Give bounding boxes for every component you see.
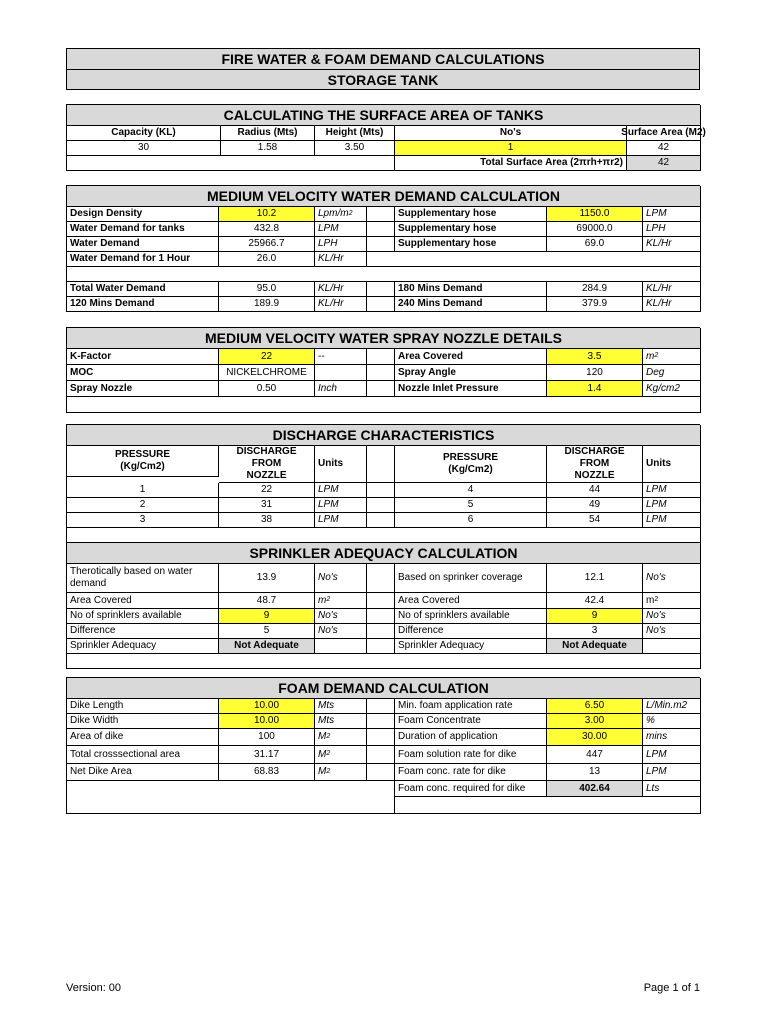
blank-cell	[67, 156, 395, 171]
spacer	[367, 237, 395, 252]
spacer	[367, 729, 395, 746]
difference-left-label: Difference	[67, 624, 219, 639]
spacer	[367, 282, 395, 297]
spray-nozzle-section	[66, 327, 700, 413]
water-demand-1h-unit: KL/Hr	[315, 252, 367, 267]
water-demand-1h-value: 26.0	[219, 252, 315, 267]
spacer	[367, 207, 395, 222]
discharge-header-right: DISCHARGE FROM NOZZLE	[547, 446, 643, 483]
foam-concentrate-unit: %	[643, 714, 701, 729]
foam-solution-rate-unit: LPM	[643, 746, 701, 764]
sprinklers-available-right-label: No of sprinklers available	[395, 609, 547, 624]
sprinkler-title: SPRINKLER ADEQUACY CALCULATION	[67, 543, 701, 564]
demand-240-label: 240 Mins Demand	[395, 297, 547, 312]
foam-conc-required-unit: Lts	[643, 781, 701, 797]
spacer	[367, 498, 395, 513]
design-density-label: Design Density	[67, 207, 219, 222]
total-water-demand-label: Total Water Demand	[67, 282, 219, 297]
height-value: 3.50	[315, 141, 395, 156]
supplementary-hose-unit: LPM	[643, 207, 701, 222]
table-cell: LPM	[315, 498, 367, 513]
col-header-surface-area: Surface Area (M2)	[627, 126, 701, 141]
coverage-label: Based on sprinker coverage	[395, 564, 547, 593]
report-header	[66, 48, 700, 90]
foam-demand-title: FOAM DEMAND CALCULATION	[67, 678, 701, 699]
spray-angle-label: Spray Angle	[395, 365, 547, 381]
spacer	[367, 222, 395, 237]
dike-length-unit: Mts	[315, 699, 367, 714]
difference-right-unit: No's	[643, 624, 701, 639]
water-demand-1h-label: Water Demand for 1 Hour	[67, 252, 219, 267]
table-cell: 38	[219, 513, 315, 528]
supplementary-hose-lph-label: Supplementary hose	[395, 222, 547, 237]
foam-conc-required-value: 402.64	[547, 781, 643, 797]
table-cell: 2	[67, 498, 219, 513]
nozzle-inlet-pressure-label: Nozzle Inlet Pressure	[395, 381, 547, 397]
net-dike-area-value: 68.83	[219, 764, 315, 781]
spacer	[367, 699, 395, 714]
blank-row	[67, 654, 701, 669]
spacer	[367, 624, 395, 639]
adequacy-right-label: Sprinkler Adequacy	[395, 639, 547, 654]
sprinklers-available-left-input[interactable]: 9	[219, 609, 315, 624]
difference-right-value: 3	[547, 624, 643, 639]
area-covered-unit: m 2	[643, 349, 701, 365]
dike-width-label: Dike Width	[67, 714, 219, 729]
area-covered-left-label: Area Covered	[67, 593, 219, 609]
demand-180-value: 284.9	[547, 282, 643, 297]
spacer	[367, 365, 395, 381]
difference-left-value: 5	[219, 624, 315, 639]
sprinklers-available-left-unit: No's	[315, 609, 367, 624]
table-cell: 22	[219, 483, 315, 498]
theoretical-value: 13.9	[219, 564, 315, 593]
design-density-unit: Lpm/m 2	[315, 207, 367, 222]
supplementary-hose-klhr-unit: KL/Hr	[643, 237, 701, 252]
blank-cell	[315, 639, 367, 654]
sprinklers-available-right-input[interactable]: 9	[547, 609, 643, 624]
spray-nozzle-title: MEDIUM VELOCITY WATER SPRAY NOZZLE DETAILS	[67, 328, 701, 349]
blank-row	[67, 397, 701, 413]
pressure-header-right: PRESSURE (Kg/Cm2)	[395, 446, 547, 483]
col-header-capacity: Capacity (KL)	[67, 126, 221, 141]
k-factor-input[interactable]: 22	[219, 349, 315, 365]
area-covered-label: Area Covered	[395, 349, 547, 365]
spray-angle-value: 120	[547, 365, 643, 381]
moc-value: NICKELCHROME	[219, 365, 315, 381]
coverage-unit: No's	[643, 564, 701, 593]
spacer	[367, 764, 395, 781]
spacer	[367, 381, 395, 397]
table-cell: 1	[67, 483, 219, 498]
discharge-header-left: DISCHARGE FROM NOZZLE	[219, 446, 315, 483]
spray-nozzle-unit: Inch	[315, 381, 367, 397]
col-header-nos: No's	[395, 126, 627, 141]
demand-180-label: 180 Mins Demand	[395, 282, 547, 297]
total-surface-area-label: Total Surface Area (2πrh+πr2)	[395, 156, 627, 171]
difference-right-label: Difference	[395, 624, 547, 639]
net-dike-area-unit: M 2	[315, 764, 367, 781]
blank-cell	[315, 365, 367, 381]
area-covered-left-value: 48.7	[219, 593, 315, 609]
table-cell: 6	[395, 513, 547, 528]
dike-width-input[interactable]: 10.00	[219, 714, 315, 729]
adequacy-left-label: Sprinkler Adequacy	[67, 639, 219, 654]
foam-concentrate-label: Foam Concentrate	[395, 714, 547, 729]
spray-nozzle-label: Spray Nozzle	[67, 381, 219, 397]
surface-area-value: 42	[627, 141, 701, 156]
foam-conc-rate-unit: LPM	[643, 764, 701, 781]
coverage-value: 12.1	[547, 564, 643, 593]
supplementary-hose-lph-value: 69000.0	[547, 222, 643, 237]
foam-conc-rate-value: 13	[547, 764, 643, 781]
min-foam-rate-input[interactable]: 6.50	[547, 699, 643, 714]
min-foam-rate-label: Min. foam application rate	[395, 699, 547, 714]
total-cross-section-unit: M 2	[315, 746, 367, 764]
table-cell: LPM	[315, 483, 367, 498]
difference-left-unit: No's	[315, 624, 367, 639]
foam-solution-rate-value: 447	[547, 746, 643, 764]
area-covered-right-unit: m 2	[643, 593, 701, 609]
table-cell: LPM	[643, 498, 701, 513]
k-factor-unit: --	[315, 349, 367, 365]
table-cell: 44	[547, 483, 643, 498]
spray-angle-unit: Deg	[643, 365, 701, 381]
foam-solution-rate-label: Foam solution rate for dike	[395, 746, 547, 764]
table-cell: 49	[547, 498, 643, 513]
dike-length-label: Dike Length	[67, 699, 219, 714]
area-of-dike-label: Area of dike	[67, 729, 219, 746]
units-header-left: Units	[315, 446, 367, 483]
table-cell: LPM	[315, 513, 367, 528]
dike-width-unit: Mts	[315, 714, 367, 729]
dike-length-input[interactable]: 10.00	[219, 699, 315, 714]
supplementary-hose-klhr-label: Supplementary hose	[395, 237, 547, 252]
col-header-height: Height (Mts)	[315, 126, 395, 141]
duration-label: Duration of application	[395, 729, 547, 746]
total-cross-section-label: Total crosssectional area	[67, 746, 219, 764]
supplementary-hose-klhr-value: 69.0	[547, 237, 643, 252]
blank-row	[67, 267, 701, 282]
surface-area-section	[66, 104, 706, 171]
nos-input[interactable]: 1	[395, 141, 627, 156]
total-surface-area-value: 42	[627, 156, 701, 171]
water-demand-tanks-unit: LPM	[315, 222, 367, 237]
adequacy-right-status: Not Adequate	[547, 639, 643, 654]
foam-conc-required-label: Foam conc. required for dike	[395, 781, 547, 797]
duration-unit: mins	[643, 729, 701, 746]
moc-label: MOC	[67, 365, 219, 381]
supplementary-hose-label: Supplementary hose	[395, 207, 547, 222]
blank-cell	[67, 781, 395, 814]
net-dike-area-label: Net Dike Area	[67, 764, 219, 781]
water-demand-section	[66, 185, 700, 312]
capacity-value: 30	[67, 141, 221, 156]
area-covered-right-label: Area Covered	[395, 593, 547, 609]
sprinklers-available-right-unit: No's	[643, 609, 701, 624]
supplementary-hose-lph-unit: LPH	[643, 222, 701, 237]
spacer	[367, 714, 395, 729]
foam-conc-rate-label: Foam conc. rate for dike	[395, 764, 547, 781]
design-density-input[interactable]: 10.2	[219, 207, 315, 222]
total-cross-section-value: 31.17	[219, 746, 315, 764]
nozzle-inlet-pressure-input[interactable]: 1.4	[547, 381, 643, 397]
table-cell: 3	[67, 513, 219, 528]
supplementary-hose-input[interactable]: 1150.0	[547, 207, 643, 222]
area-of-dike-value: 100	[219, 729, 315, 746]
blank-cell	[395, 797, 701, 814]
col-header-radius: Radius (Mts)	[221, 126, 315, 141]
area-of-dike-unit: M 2	[315, 729, 367, 746]
version-label: Version: 00	[66, 982, 122, 994]
pressure-header-left: PRESSURE (Kg/Cm2)	[67, 446, 219, 477]
water-demand-unit: LPH	[315, 237, 367, 252]
nozzle-inlet-pressure-unit: Kg/cm2	[643, 381, 701, 397]
report-subtitle: STORAGE TANK	[67, 70, 700, 90]
spacer	[367, 746, 395, 764]
spacer	[367, 349, 395, 365]
spacer	[367, 593, 395, 609]
blank-row	[67, 528, 701, 543]
surface-area-title: CALCULATING THE SURFACE AREA OF TANKS	[67, 105, 701, 126]
units-header-right: Units	[643, 446, 701, 483]
spacer	[367, 446, 395, 483]
spray-nozzle-value: 0.50	[219, 381, 315, 397]
demand-240-value: 379.9	[547, 297, 643, 312]
spacer	[367, 639, 395, 654]
k-factor-label: K-Factor	[67, 349, 219, 365]
demand-240-unit: KL/Hr	[643, 297, 701, 312]
table-cell: 54	[547, 513, 643, 528]
discharge-section	[66, 424, 700, 669]
spacer	[367, 513, 395, 528]
water-demand-tanks-value: 432.8	[219, 222, 315, 237]
area-covered-input[interactable]: 3.5	[547, 349, 643, 365]
spacer	[367, 609, 395, 624]
area-covered-left-unit: m 2	[315, 593, 367, 609]
total-water-demand-unit: KL/Hr	[315, 282, 367, 297]
blank-cell	[367, 252, 701, 267]
water-demand-tanks-label: Water Demand for tanks	[67, 222, 219, 237]
total-water-demand-value: 95.0	[219, 282, 315, 297]
sprinklers-available-left-label: No of sprinklers available	[67, 609, 219, 624]
discharge-title: DISCHARGE CHARACTERISTICS	[67, 425, 701, 446]
demand-180-unit: KL/Hr	[643, 282, 701, 297]
water-demand-title: MEDIUM VELOCITY WATER DEMAND CALCULATION	[67, 186, 701, 207]
water-demand-label: Water Demand	[67, 237, 219, 252]
page-number: Page 1 of 1	[643, 982, 700, 994]
theoretical-label: Therotically based on water demand	[67, 564, 219, 593]
demand-120-value: 189.9	[219, 297, 315, 312]
blank-cell	[643, 639, 701, 654]
adequacy-left-status: Not Adequate	[219, 639, 315, 654]
demand-120-label: 120 Mins Demand	[67, 297, 219, 312]
foam-demand-section	[66, 677, 700, 814]
duration-input[interactable]: 30.00	[547, 729, 643, 746]
theoretical-unit: No's	[315, 564, 367, 593]
foam-concentrate-input[interactable]: 3.00	[547, 714, 643, 729]
table-cell: LPM	[643, 483, 701, 498]
table-cell: 4	[395, 483, 547, 498]
report-title: FIRE WATER & FOAM DEMAND CALCULATIONS	[67, 49, 700, 70]
area-covered-right-value: 42.4	[547, 593, 643, 609]
water-demand-value: 25966.7	[219, 237, 315, 252]
spacer	[367, 483, 395, 498]
table-cell: 31	[219, 498, 315, 513]
spacer	[367, 564, 395, 593]
table-cell: LPM	[643, 513, 701, 528]
spacer	[367, 297, 395, 312]
demand-120-unit: KL/Hr	[315, 297, 367, 312]
radius-value: 1.58	[221, 141, 315, 156]
min-foam-rate-unit: L/Min.m2	[643, 699, 701, 714]
table-cell: 5	[395, 498, 547, 513]
